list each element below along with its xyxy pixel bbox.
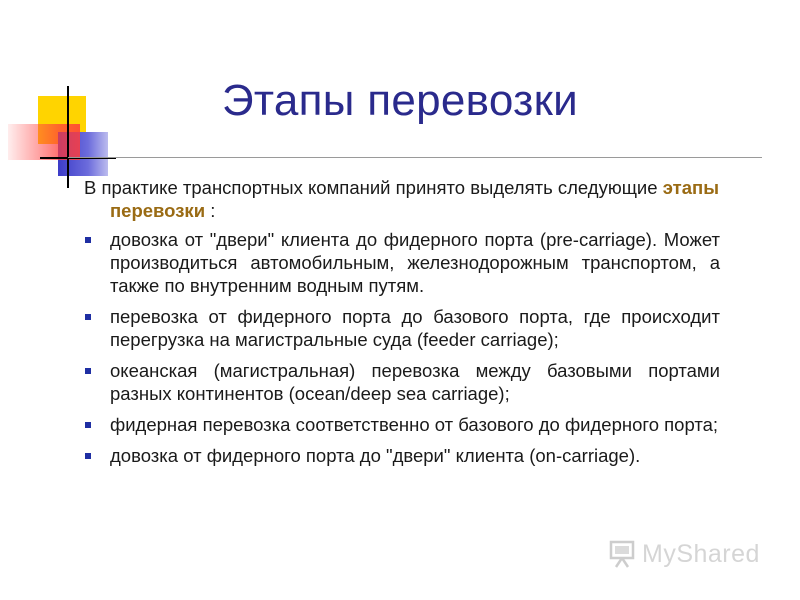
bullet-icon	[85, 237, 91, 243]
logo-red-square	[8, 124, 80, 160]
list-item	[84, 359, 720, 405]
bullet-icon	[85, 314, 91, 320]
bullet-icon	[85, 453, 91, 459]
page-title: Этапы перевозки	[221, 76, 579, 125]
presentation-board-icon	[608, 539, 636, 569]
list-item	[84, 444, 720, 467]
list-item	[84, 228, 720, 297]
title-separator	[68, 157, 762, 158]
intro-suffix: :	[205, 200, 216, 221]
list-item-text: фидерная перевозка соответственно от базового до фидерного порта;	[110, 414, 719, 435]
list-item-text: океанская (магистральная) перевозка между базовыми портами разных континентов (ocean/deep sea carriage);	[110, 360, 720, 404]
list-item	[84, 305, 720, 351]
intro-paragraph	[84, 176, 720, 222]
list-item	[84, 413, 720, 436]
list-item-text: довозка от фидерного порта до "двери" клиента (on-carriage).	[110, 445, 641, 466]
bullet-icon	[85, 368, 91, 374]
list-item-text: довозка от "двери" клиента до фидерного порта (pre-carriage). Может производиться автомобильным, железнодорожным транспортом, а также по внутренним водным путям.	[110, 229, 720, 296]
stages-list	[84, 228, 720, 467]
slide-content	[84, 176, 720, 475]
list-item-text: перевозка от фидерного порта до базового порта, где происходит перегрузка на магистральные суда (feeder carriage);	[110, 306, 720, 350]
watermark-text: MyShared	[642, 539, 760, 568]
intro-accent: этапы перевозки	[110, 177, 719, 221]
bullet-icon	[85, 422, 91, 428]
intro-text: В практике транспортных компаний принято выделять следующие	[84, 177, 663, 198]
watermark	[608, 534, 778, 574]
